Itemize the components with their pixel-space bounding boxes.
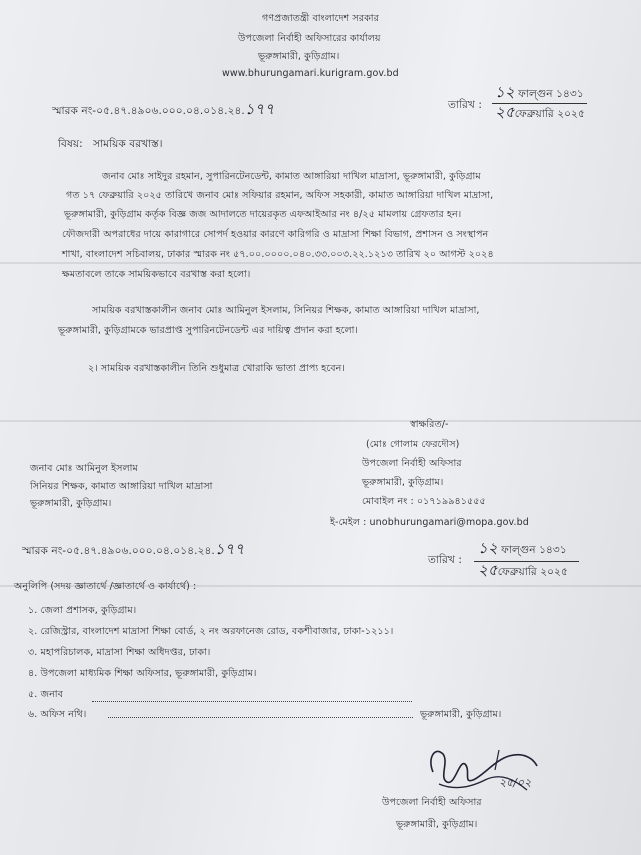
paper-fold (0, 262, 641, 264)
memo-handwritten-number: ১৭৭ (244, 100, 275, 118)
body-line: ভূরুঙ্গামারী, কুড়িগ্রামকে ভারপ্রাপ্ত সুপারিনটেনডেন্ট এর দায়িত্ব প্রদান করা হলো। (58, 325, 358, 336)
copy-heading: অনুলিপি (সদয় জ্ঞাতার্থে /জ্ঞাতার্থে ও কার্যার্থে) : (14, 581, 197, 592)
body-line: জনাব মোঃ সাইদুর রহমান, সুপারিনটেনডেন্ট, কামাত আঙ্গারিয়া দাখিল মাদ্রাসা, ভূরুঙ্গামারী, কুড়িগ্রাম (102, 171, 481, 182)
recipient-address: ভূরুঙ্গামারী, কুড়িগ্রাম। (30, 498, 112, 509)
blank-dotted-line (92, 700, 412, 702)
copy-item: ৩. মহাপরিচালক, মাদ্রাসা শিক্ষা অধিদপ্তর, ঢাকা। (28, 647, 211, 658)
recipient-name: জনাব মোঃ আমিনুল ইসলাম (30, 463, 138, 474)
copy-item: ৫. জনাব (28, 689, 64, 700)
copy-date-label: তারিখ : (428, 554, 462, 566)
signatory-title: উপজেলা নির্বাহী অফিসার (362, 458, 462, 469)
memo-date-label: তারিখ : (448, 99, 482, 111)
office-title: উপজেলা নির্বাহী অফিসারের কার্যালয় (238, 33, 381, 44)
copy-item: ১. জেলা প্রশাসক, কুড়িগ্রাম। (28, 605, 137, 616)
gov-title: গণপ্রজাতন্ত্রী বাংলাদেশ সরকার (262, 13, 379, 24)
copy-item: ২. রেজিস্ট্রার, বাংলাদেশ মাদ্রাসা শিক্ষা বোর্ড, ২ নং অরফানেজ রোড, বকশীবাজার, ঢাকা-১২১১। (28, 626, 394, 637)
signature-date: ২৫/০২ (499, 776, 532, 789)
blank-dotted-line (108, 716, 413, 718)
memo-date-gregorian: ২৫ফেব্রুয়ারি ২০২৫ (495, 103, 585, 121)
body-line: ২। সাময়িক বরখাস্তকালীন তিনি শুধুমাত্র খোরাকি ভাতা প্রাপ্য হবেন। (88, 363, 345, 374)
body-line: ক্ষমতাবলে তাকে সাময়িকভাবে বরখাস্ত করা হলো। (62, 269, 251, 280)
body-line: গত ১৭ ফেব্রুয়ারি ২০২৫ তারিখে জনাব মোঃ সফিয়ার রহমান, অফিস সহকারী, কামাত আঙ্গারিয়া দাখিল মাদ্রাসা, (66, 190, 494, 201)
memo-date-bangla: ১২ ফাল্গুন ১৪৩১ (495, 83, 584, 101)
signatory-place: ভূরুঙ্গামারী, কুড়িগ্রাম। (362, 477, 444, 488)
body-line: সাময়িক বরখাস্তকালীন জনাব মোঃ আমিনুল ইসলাম, সিনিয়র শিক্ষক, কামাত আঙ্গারিয়া দাখিল মাদ্রাসা, (92, 305, 480, 316)
office-location: ভূরুঙ্গামারী, কুড়িগ্রাম। (258, 51, 340, 62)
copy-item: ৬. অফিস নথি। (28, 709, 87, 720)
recipient-designation: সিনিয়র শিক্ষক, কামাত আঙ্গারিয়া দাখিল মাদ্রাসা (30, 481, 213, 492)
body-line: ফৌজদারী অপরাধের দায়ে কারাগারে সোপর্দ হওয়ার কারণে কারিগরি ও মাদ্রাসা শিক্ষা বিভাগ, প্রশাসন ও সংস্থাপন (62, 229, 489, 240)
signed-mark: স্বাক্ষরিত/- (410, 419, 449, 430)
copy-date-bangla: ১২ ফাল্গুন ১৪৩১ (478, 539, 567, 557)
subject-line: বিষয়: সাময়িক বরখাস্ত। (58, 138, 163, 150)
memo-number: স্মারক নং-০৫.৪৭.৪৯০৬.০০০.০৪.০১৪.২৪.১৭৭ (52, 100, 275, 118)
copy-memo-number: স্মারক নং-০৫.৪৭.৪৯০৬.০০০.০৪.০১৪.২৪.১৭৭ (22, 540, 245, 558)
footer-place: ভূরুঙ্গামারী, কুড়িগ্রাম। (396, 819, 478, 830)
signatory-email: ই-মেইল : unobhurungamari@mopa.gov.bd (330, 517, 529, 528)
signatory-name: (মোঃ গোলাম ফেরদৌস) (366, 439, 460, 450)
copy-item: ৪. উপজেলা মাধ্যমিক শিক্ষা অফিসার, ভূরুঙ্গামারী, কুড়িগ্রাম। (28, 668, 257, 679)
paper-fold (0, 420, 641, 422)
footer-title: উপজেলা নির্বাহী অফিসার (382, 797, 482, 808)
copy-item-place: ভূরুঙ্গামারী, কুড়িগ্রাম। (420, 709, 502, 720)
body-line: শাখা, বাংলাদেশ সচিবালয়, ঢাকার স্মারক নং ৫৭.০০.০০০০.০৪০.৩৩.০০৩.২২.১২১৩ তারিখ ২০ আগস্ট ২০২৪ (62, 249, 494, 260)
website-link: www.bhurungamari.kurigram.gov.bd (222, 68, 399, 79)
signatory-mobile: মোবাইল নং : ০১৭১৯৯৪১৫৫৫ (362, 496, 486, 507)
body-line: ভূরুঙ্গামারী, কুড়িগ্রাম কর্তৃক বিজ্ঞ জজ আদালতে দায়েরকৃত এফআইআর নং ৪/২৫ মামলায় গ্রেফতার হন। (64, 209, 462, 220)
copy-date-gregorian: ২৫ফেব্রুয়ারি ২০২৫ (478, 561, 568, 579)
